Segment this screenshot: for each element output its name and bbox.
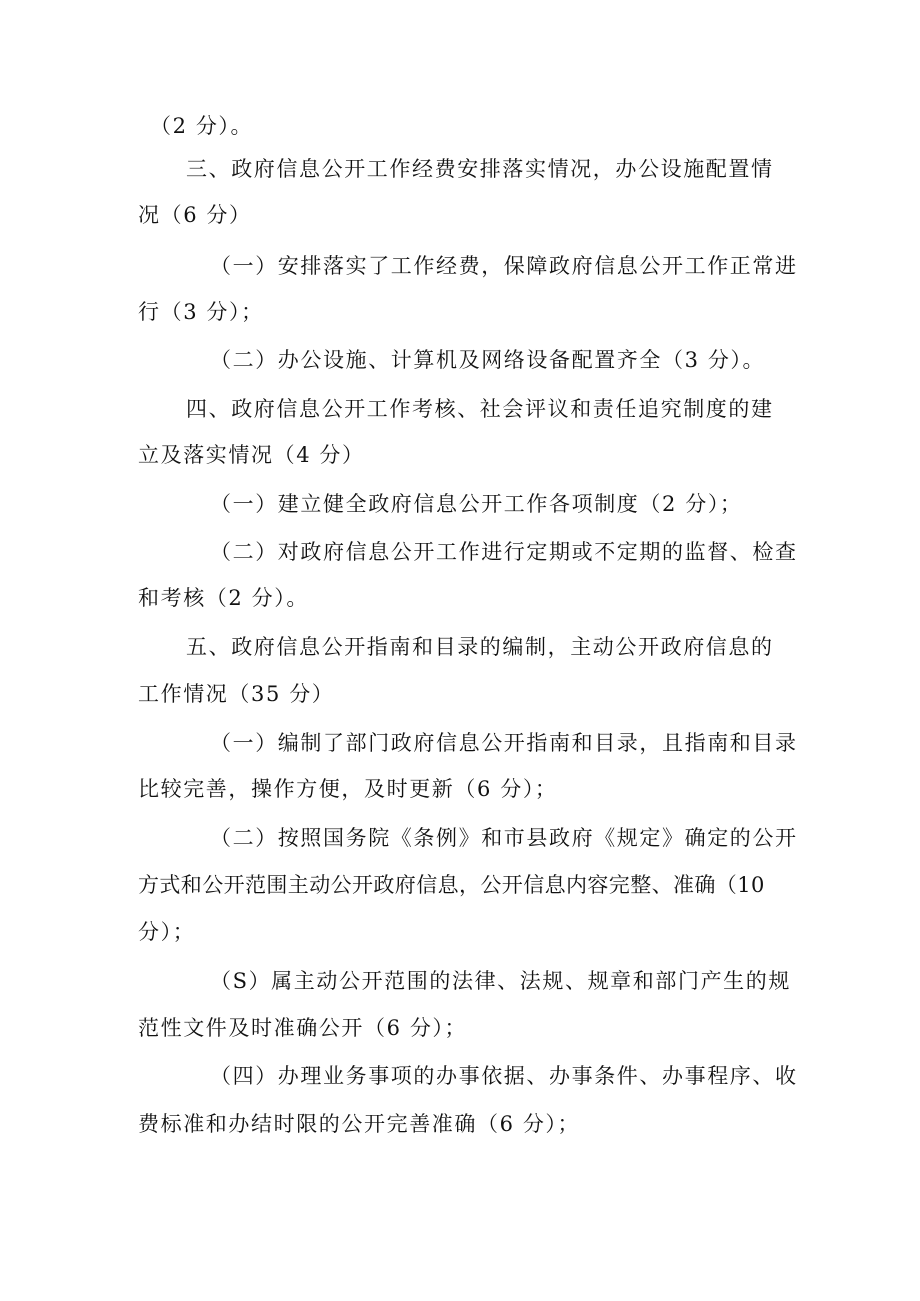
list-item: （一）安排落实了工作经费，保障政府信息公开工作正常进 [210,254,798,278]
text-line: 和考核（2 分）。 [138,586,309,610]
text-line: （2 分）。 [150,114,254,138]
text-line: 分）； [138,920,196,944]
list-item: （一）建立健全政府信息公开工作各项制度（2 分）； [210,492,743,516]
list-item: （二）办公设施、计算机及网络设备配置齐全（3 分）。 [210,348,766,372]
section-heading: 四、政府信息公开工作考核、社会评议和责任追究制度的建 [186,397,774,421]
text-line: 范性文件及时准确公开（6 分）； [138,1016,468,1040]
list-item: （二）对政府信息公开工作进行定期或不定期的监督、检查 [210,540,798,564]
text-line: 工作情况（35 分） [138,682,335,706]
text-line: 方式和公开范围主动公开政府信息，公开信息内容完整、准确（10 [138,873,765,897]
text-line: 行（3 分）； [138,300,264,324]
list-item: （四）办理业务事项的办事依据、办事条件、办事程序、收 [210,1064,798,1088]
list-item: （一）编制了部门政府信息公开指南和目录，且指南和目录 [210,731,798,755]
text-line: 比较完善，操作方便，及时更新（6 分）； [138,777,558,801]
list-item: （S）属主动公开范围的法律、法规、规章和部门产生的规 [210,969,791,993]
text-line: 立及落实情况（4 分） [138,443,365,467]
text-line: 费标准和办结时限的公开完善准确（6 分）； [138,1112,581,1136]
section-heading: 三、政府信息公开工作经费安排落实情况，办公设施配置情 [186,157,774,181]
list-item: （二）按照国务院《条例》和市县政府《规定》确定的公开 [210,826,798,850]
section-heading: 五、政府信息公开指南和目录的编制，主动公开政府信息的 [186,635,774,659]
text-line: 况（6 分） [138,203,252,227]
